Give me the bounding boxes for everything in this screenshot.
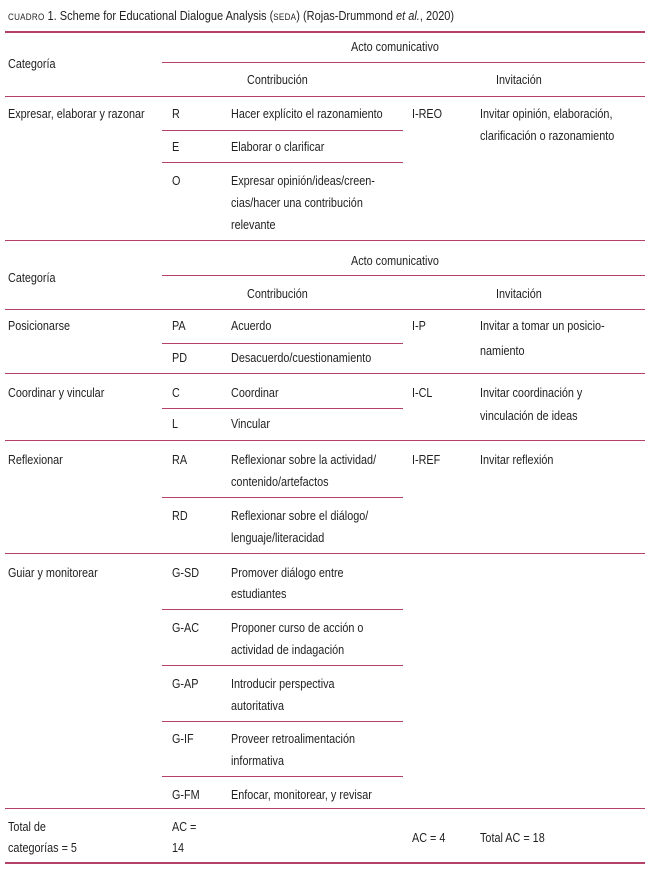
section-rule [5,440,645,441]
code-cell: RD [172,509,188,523]
description-cell: Reflexionar sobre el diálogo/ [231,509,369,523]
header-bottom-rule [5,309,645,310]
description-cell: Elaborar o clarificar [231,140,325,154]
invitation-desc-cell: Invitar a tomar un posicio- [480,319,605,333]
description-cell: estudiantes [231,587,287,601]
invitation-code-cell: I-P [412,319,426,333]
invitation-code-cell: I-REO [412,107,443,121]
description-cell: autoritativa [231,699,284,713]
description-cell: contenido/artefactos [231,475,329,489]
description-cell: Hacer explícito el razonamiento [231,107,383,121]
section-rule [5,808,645,809]
description-cell: lenguaje/literacidad [231,531,325,545]
description-cell: Introducir perspectiva [231,677,335,691]
invitation-desc-cell: Invitar coordinación y [480,386,583,400]
header-categoria: Categoría [8,57,56,71]
caption-acronym: SEDA [273,11,297,22]
header-subrule [162,62,645,63]
code-cell: G-AC [172,621,200,635]
table-caption [8,7,454,26]
row-rule [162,162,403,163]
caption-etal: et al. [395,8,420,23]
category-cell: Reflexionar [8,453,63,467]
description-cell: Enfocar, monitorear, y revisar [231,788,372,802]
description-cell: Proveer retroalimentación [231,732,356,746]
code-cell: G-AP [172,677,199,691]
table-bottom-rule [5,862,645,864]
row-rule [162,721,403,722]
description-cell: Desacuerdo/cuestionamiento [231,351,372,365]
invitation-code-cell: I-REF [412,453,441,467]
category-cell: Coordinar y vincular [8,386,105,400]
description-cell: Reflexionar sobre la actividad/ [231,453,377,467]
caption-year: , 2020) [419,8,455,23]
row-rule [162,776,403,777]
total-categories: Total de [8,820,46,834]
description-cell: Coordinar [231,386,279,400]
description-cell: Proponer curso de acción o [231,621,364,635]
code-cell: PD [172,351,188,365]
caption-number: 1. Scheme for Educational Dialogue Analysis ( [44,8,274,23]
row-rule [162,665,403,666]
description-cell: actividad de indagación [231,643,345,657]
description-cell: Expresar opinión/ideas/creen- [231,174,375,188]
description-cell: cias/hacer una contribución [231,196,363,210]
header-acto-comunicativo: Acto comunicativo [351,40,439,54]
code-cell: RA [172,453,188,467]
category-cell: Guiar y monitorear [8,566,98,580]
code-cell: G-SD [172,566,200,580]
code-cell: L [172,417,179,431]
description-cell: Acuerdo [231,319,272,333]
header-contribucion: Contribución [247,73,308,87]
header-categoria: Categoría [8,271,56,285]
code-cell: O [172,174,181,188]
code-cell: C [172,386,180,400]
table-top-rule [5,31,645,33]
section-rule [5,240,645,241]
description-cell: relevante [231,218,276,232]
header-acto-comunicativo: Acto comunicativo [351,254,439,268]
code-cell: G-IF [172,732,194,746]
total-ac-contribution: 14 [172,841,185,855]
invitation-code-cell: I-CL [412,386,433,400]
invitation-desc-cell: clarificación o razonamiento [480,129,615,143]
header-invitacion: Invitación [496,73,542,87]
invitation-desc-cell: Invitar reflexión [480,453,554,467]
row-rule [162,497,403,498]
invitation-desc-cell: namiento [480,344,525,358]
section-rule [5,373,645,374]
caption-label: CUADRO [8,11,45,22]
invitation-desc-cell: vinculación de ideas [480,409,578,423]
invitation-desc-cell: Invitar opinión, elaboración, [480,107,613,121]
row-rule [162,343,403,344]
row-rule [162,130,403,131]
category-cell: Expresar, elaborar y razonar [8,107,145,121]
total-ac-contribution: AC = [172,820,197,834]
code-cell: PA [172,319,186,333]
description-cell: Vincular [231,417,270,431]
description-cell: Promover diálogo entre [231,566,344,580]
description-cell: informativa [231,754,284,768]
code-cell: G-FM [172,788,200,802]
total-ac: Total AC = 18 [480,831,545,845]
row-rule [162,609,403,610]
section-rule [5,553,645,554]
header-contribucion: Contribución [247,287,308,301]
code-cell: E [172,140,180,154]
header-invitacion: Invitación [496,287,542,301]
row-rule [162,408,403,409]
header-bottom-rule [5,96,645,97]
category-cell: Posicionarse [8,319,71,333]
code-cell: R [172,107,180,121]
header-subrule [162,275,645,276]
total-categories: categorías = 5 [8,841,77,855]
caption-authors: ) (Rojas-Drummond [296,8,396,23]
total-ac-invitation: AC = 4 [412,831,446,845]
